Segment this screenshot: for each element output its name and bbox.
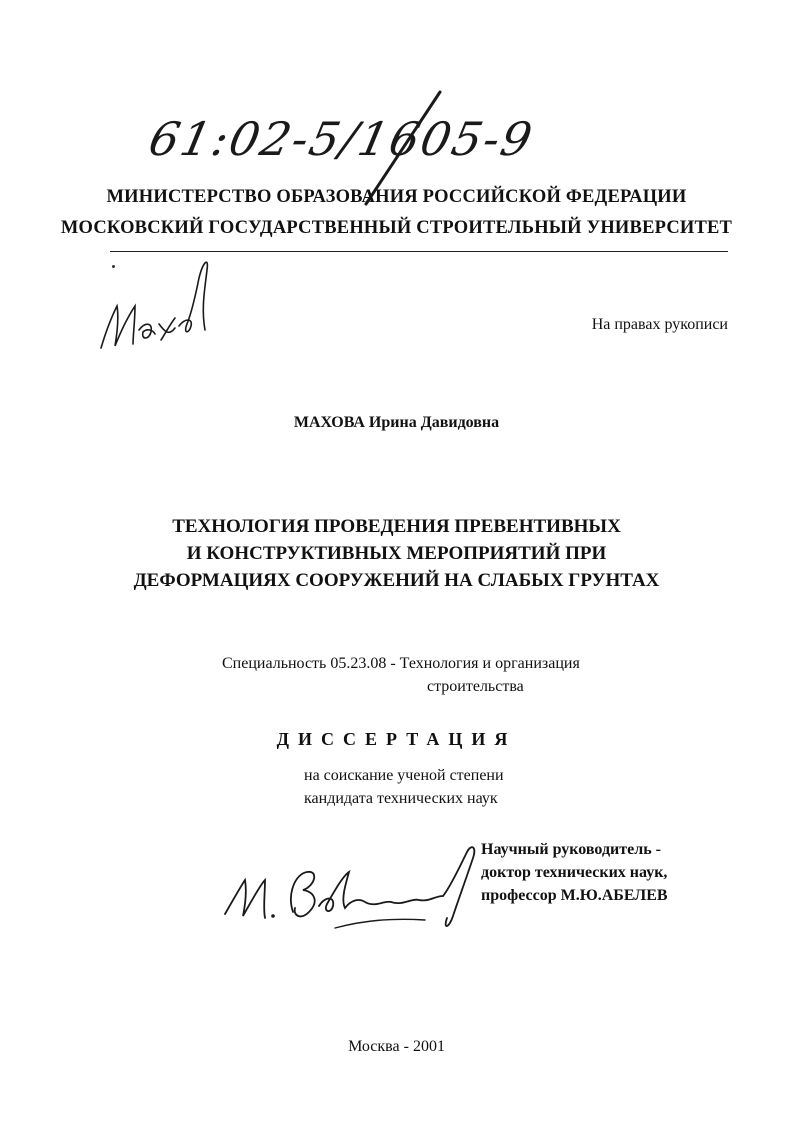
title-line-3: ДЕФОРМАЦИЯХ СООРУЖЕНИЙ НА СЛАБЫХ ГРУНТАХ [133,570,660,591]
work-type-heading: ДИССЕРТАЦИЯ [276,729,517,749]
archive-code: 61:02-5/1605-9 [144,112,539,166]
title-line-2: И КОНСТРУКТИВНЫХ МЕРОПРИЯТИЙ ПРИ [186,543,607,564]
supervisor-line-2: доктор технических наук, [481,864,668,881]
dissertation-title [0,513,793,594]
specialty-block [222,652,682,698]
degree-block [304,764,504,810]
degree-line-1: на соискание ученой степени [304,767,504,784]
author-name: МАХОВА Ирина Давидовна [293,414,500,431]
supervisor-signature [215,836,485,936]
title-line-1: ТЕХНОЛОГИЯ ПРОВЕДЕНИЯ ПРЕВЕНТИВНЫХ [172,516,621,537]
specialty-line-2: строительства [427,678,524,695]
supervisor-line-3: профессор М.Ю.АБЕЛЕВ [481,887,668,904]
city-year: Москва - 2001 [348,1038,445,1055]
rights-note: На правах рукописи [591,316,728,333]
degree-line-2: кандидата технических наук [304,790,498,807]
specialty-line-1: Специальность 05.23.08 - Технология и организация [222,655,580,672]
ink-dot [112,265,115,268]
university-heading: МОСКОВСКИЙ ГОСУДАРСТВЕННЫЙ СТРОИТЕЛЬНЫЙ УНИВЕРСИТЕТ [60,218,733,238]
supervisor-block [481,838,668,907]
supervisor-line-1: Научный руководитель - [481,841,661,858]
ministry-heading: МИНИСТЕРСТВО ОБРАЗОВАНИЯ РОССИЙСКОЙ ФЕДЕРАЦИИ [106,187,687,207]
